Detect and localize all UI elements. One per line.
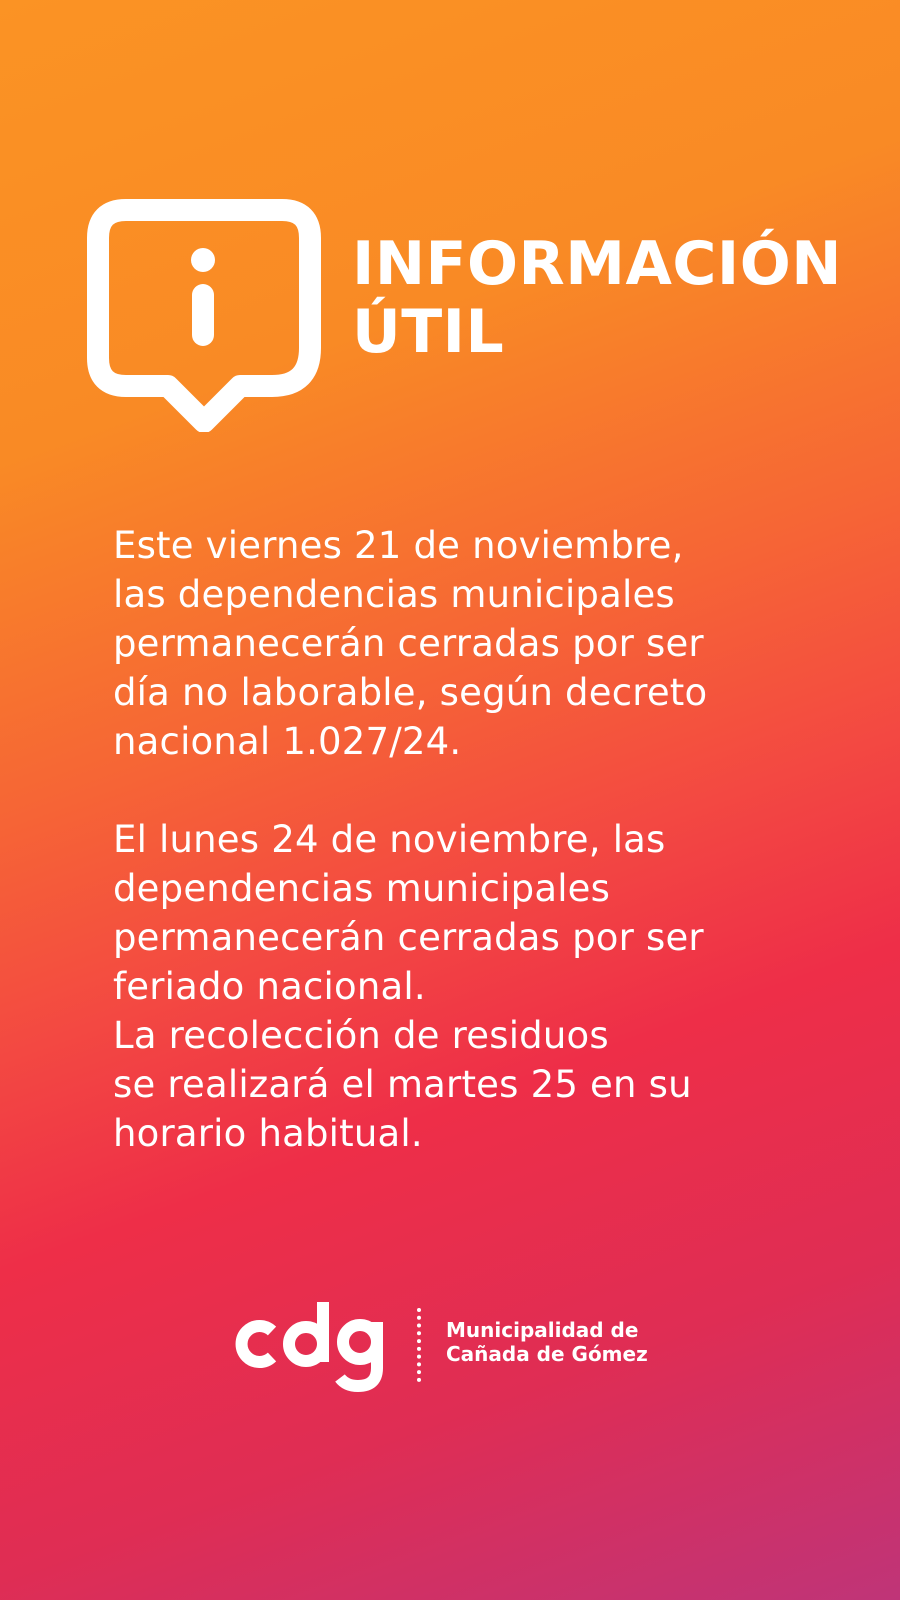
info-speech-bubble-icon (86, 198, 322, 432)
title-line-1: INFORMACIÓN (352, 229, 842, 299)
text-line: dependencias municipales (113, 867, 611, 910)
municipality-name-line-1: Municipalidad de (446, 1318, 639, 1342)
text-line: nacional 1.027/24. (113, 720, 462, 763)
text-line: día no laborable, según decreto (113, 671, 708, 714)
title-line-2: ÚTIL (352, 297, 505, 367)
cdg-logo (232, 1300, 392, 1392)
text-line: La recolección de residuos (113, 1014, 609, 1057)
footer-branding (232, 1300, 672, 1392)
page-title (352, 230, 872, 366)
announcement-paragraph-2 (113, 815, 803, 1158)
text-line: las dependencias municipales (113, 573, 675, 616)
municipality-name-line-2: Cañada de Gómez (446, 1342, 648, 1366)
logo-divider (417, 1308, 421, 1382)
text-line: se realizará el martes 25 en su (113, 1063, 692, 1106)
announcement-text (113, 521, 803, 1158)
announcement-paragraph-1 (113, 521, 803, 766)
municipality-name (446, 1318, 648, 1366)
text-line: Este viernes 21 de noviembre, (113, 524, 684, 567)
text-line: permanecerán cerradas por ser (113, 916, 704, 959)
text-line: horario habitual. (113, 1112, 423, 1155)
text-line: permanecerán cerradas por ser (113, 622, 704, 665)
text-line: El lunes 24 de noviembre, las (113, 818, 666, 861)
text-line: feriado nacional. (113, 965, 426, 1008)
